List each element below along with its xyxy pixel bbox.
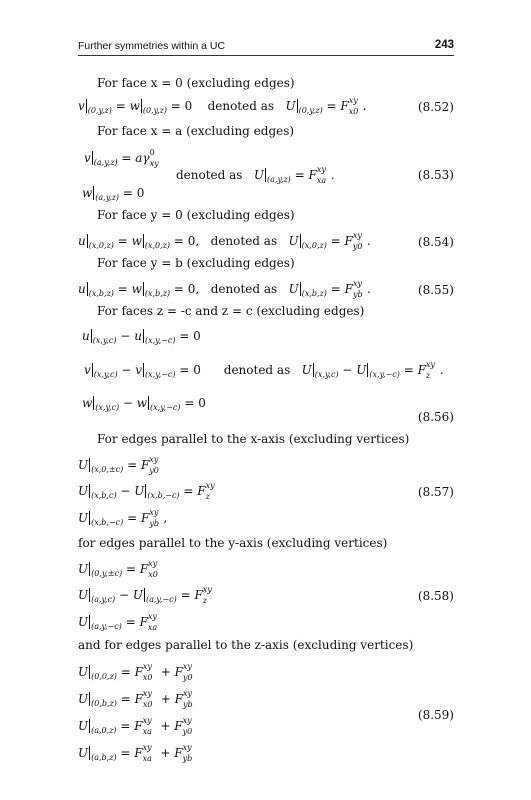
equation-8-59d: U $_{(a,b,z)}$ = F xy xa + F xy yb bbox=[78, 742, 193, 763]
face-x0-label: For face x = 0 (excluding edges) bbox=[97, 76, 295, 90]
header-rule bbox=[78, 55, 454, 56]
equation-number-8-58: (8.58) bbox=[417, 589, 454, 603]
equation-8-56c: w $_{(x,y,c)}$ − w $_{(x,y,-c)}$ = 0 bbox=[82, 396, 206, 412]
equation-8-58c: U $_{(a,y,-c)}$ = F xy xa bbox=[78, 611, 158, 632]
equation-8-56b: v $_{(x,y,c)}$ − v $_{(x,y,-c)}$ = 0 denoted as U $_{(x,y,c)}$ − U $_{(x,y,-c)}$ = F xy z . bbox=[84, 359, 444, 380]
faces-z-label: For faces z = -c and z = c (excluding edges) bbox=[97, 304, 365, 318]
edges-y-label: for edges parallel to the y-axis (excluding vertices) bbox=[78, 536, 388, 550]
equation-8-56a: u $_{(x,y,c)}$ − u $_{(x,y,-c)}$ = 0 bbox=[82, 329, 201, 345]
equation-8-59b: U $_{(0,b,z)}$ = F xy x0 + F xy yb bbox=[78, 688, 193, 709]
denoted-as-text: denoted as bbox=[223, 363, 291, 377]
equation-number-8-57: (8.57) bbox=[417, 485, 454, 499]
running-title: Further symmetries within a UC bbox=[78, 40, 226, 52]
denoted-as-text: denoted as bbox=[207, 99, 275, 113]
denoted-as-text: denoted as bbox=[210, 282, 278, 296]
equation-8-53-rhs: denoted as U $_{(a,y,z)}$ = F xy xa . bbox=[176, 164, 335, 185]
page-number: 243 bbox=[434, 39, 454, 51]
equation-8-53b: w $_{(a,y,z)}$ = 0 bbox=[82, 186, 145, 202]
face-yb-label: For face y = b (excluding edges) bbox=[97, 256, 295, 270]
equation-8-55: u $_{(x,b,z)}$ = w $_{(x,b,z)}$ = 0, denoted as U $_{(x,b,z)}$ = F xy yb . bbox=[78, 278, 371, 299]
edges-x-label: For edges parallel to the x-axis (excluding vertices) bbox=[97, 432, 410, 446]
equation-8-52: v $_{(0,y,z)}$ = w $_{(0,y,z)}$ = 0 denoted as U $_{(0,y,z)}$ = F xy x0 . bbox=[78, 95, 367, 116]
equation-8-59c: U $_{(a,0,z)}$ = F xy xa + F xy y0 bbox=[78, 715, 193, 736]
equation-8-57b: U $_{(x,b,c)}$ − U $_{(x,b,-c)}$ = F xy z bbox=[78, 480, 215, 501]
running-header bbox=[78, 38, 454, 56]
equation-number-8-54: (8.54) bbox=[417, 235, 454, 249]
denoted-as-text: denoted as bbox=[210, 234, 278, 248]
equation-8-58b: U $_{(a,y,c)}$ − U $_{(a,y,-c)}$ = F xy z bbox=[78, 584, 212, 605]
edges-z-label: and for edges parallel to the z-axis (excluding vertices) bbox=[78, 638, 414, 652]
equation-number-8-52: (8.52) bbox=[417, 100, 454, 114]
equation-number-8-55: (8.55) bbox=[417, 283, 454, 297]
face-y0-label: For face y = 0 (excluding edges) bbox=[97, 208, 295, 222]
equation-8-53a: v $_{(a,y,z)}$ = aγ 0 xy bbox=[84, 147, 159, 168]
equation-number-8-56: (8.56) bbox=[417, 410, 454, 424]
equation-8-58a: U $_{(0,y,\pm c)}$ = F xy x0 bbox=[78, 558, 158, 579]
equation-8-54: u $_{(x,0,z)}$ = w $_{(x,0,z)}$ = 0, denoted as U $_{(x,0,z)}$ = F xy y0 . bbox=[78, 230, 371, 251]
denoted-as-text: denoted as bbox=[176, 168, 243, 182]
equation-8-57c: U $_{(x,b,-c)}$ = F xy yb , bbox=[78, 507, 168, 528]
equation-number-8-53: (8.53) bbox=[417, 168, 454, 182]
face-xa-label: For face x = a (excluding edges) bbox=[97, 124, 295, 138]
equation-8-57a: U $_{(x,0,\pm c)}$ = F xy y0 bbox=[78, 454, 159, 475]
equation-number-8-59: (8.59) bbox=[417, 708, 454, 722]
equation-8-59a: U $_{(0,0,z)}$ = F xy x0 + F xy y0 bbox=[78, 661, 193, 682]
